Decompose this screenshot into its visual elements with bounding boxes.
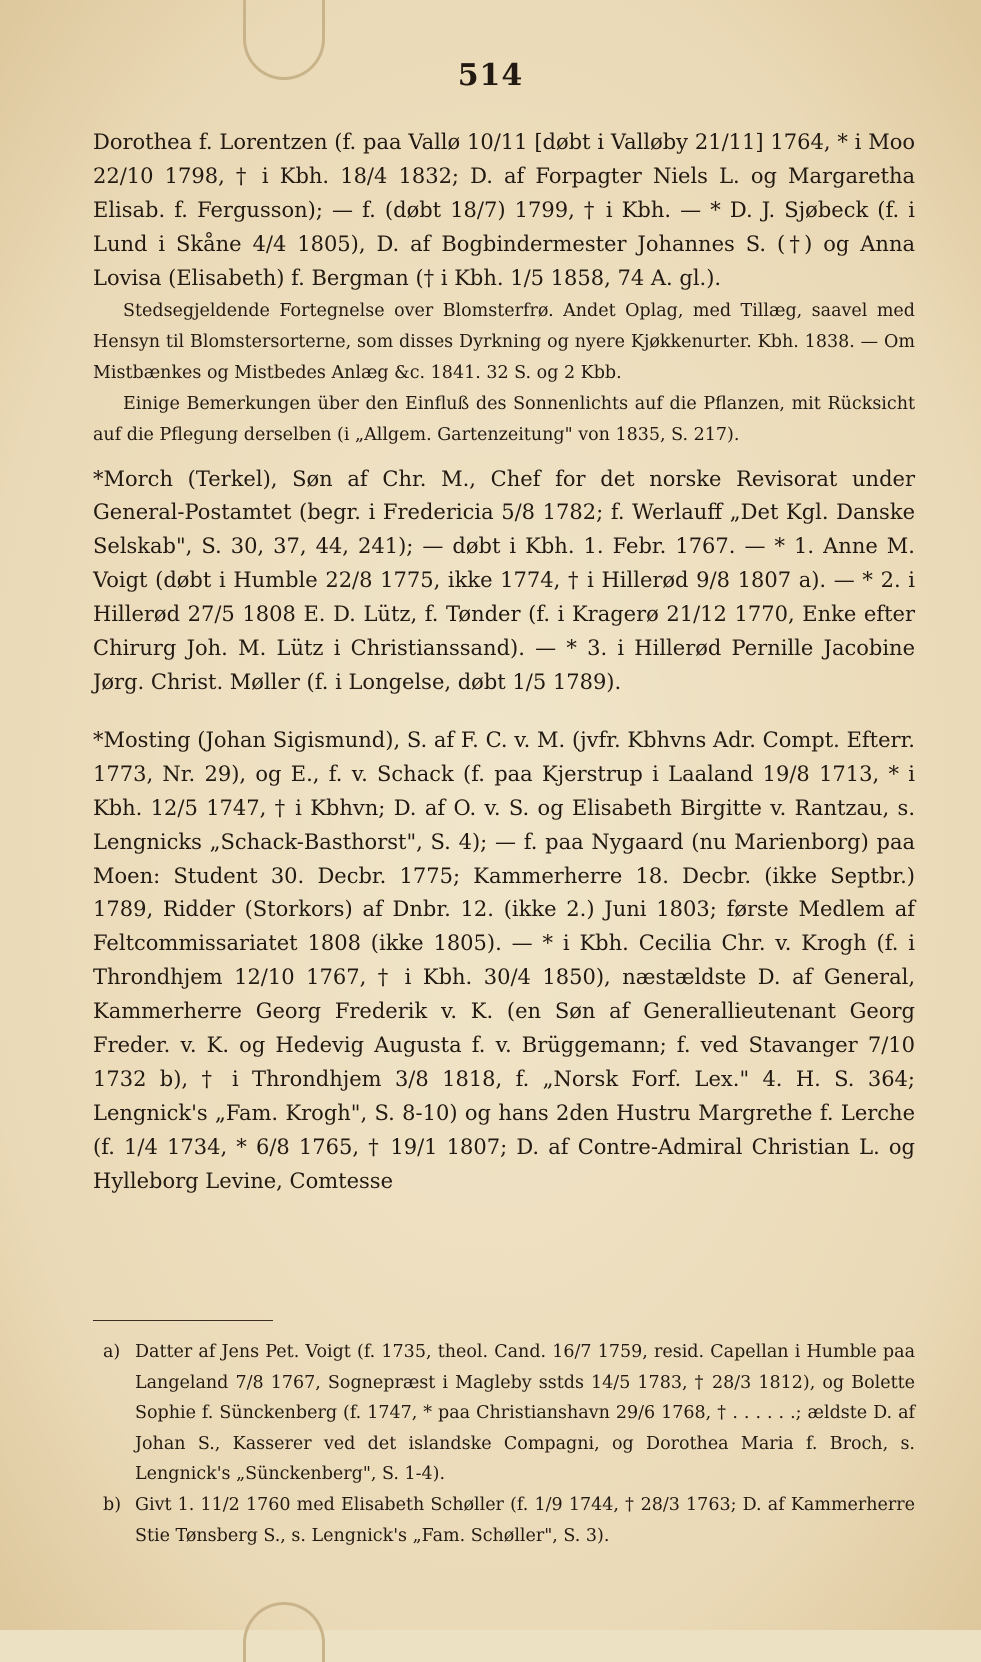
footnote-divider [93, 1320, 273, 1321]
entry-lorentzen: Dorothea f. Lorentzen (f. paa Vallø 10/11 [døbt i Valløby 21/11] 1764, * i Moo 22/10 1798, † i Kbh. 18/4 1832; D. af Forpagter Niels L. og Margaretha Elisab. f. Fergusson); — f. (døbt 18/7) 1799, † i Kbh. — * D. J. Sjøbeck (f. i Lund i Skåne 4/4 1805), D. af Bogbindermester Johannes S. (†) og Anna Lovisa (Elisabeth) f. Bergman († i Kbh. 1/5 1858, 74 A. gl.). [93, 130, 915, 290]
footnote-b [103, 1490, 915, 1551]
footnote-text: Givt 1. 11/2 1760 med Elisabeth Schøller (f. 1/9 1744, † 28/3 1763; D. af Kammerherre Stie Tønsberg S., s. Lengnick's „Fam. Schøller", S. 3). [135, 1494, 915, 1546]
footnote-a [103, 1337, 915, 1490]
bibliography-blomsterfro: Stedsegjeldende Fortegnelse over Blomsterfrø. Andet Oplag, med Tillæg, saavel med Hensyn til Blomstersorterne, som disses Dyrkning og nyere Kjøkkenurter. Kbh. 1838. — Om Mistbænkes og Mistbedes Anlæg &c. 1841. 32 S. og 2 Kbb. [93, 300, 915, 383]
footnote-label: b) [103, 1494, 122, 1515]
entry-mosting: *Mosting (Johan Sigismund), S. af F. C. v. M. (jvfr. Kbhvns Adr. Compt. Efterr. 1773, Nr. 29), og E., f. v. Schack (f. paa Kjerstrup i Laaland 19/8 1713, * i Kbh. 12/5 1747, † i Kbhvn; D. af O. v. S. og Elisabeth Birgitte v. Rantzau, s. Lengnicks „Schack-Basthorst", S. 4); — f. paa Nygaard (nu Marienborg) paa Moen: Student 30. Decbr. 1775; Kammerherre 18. Decbr. (ikke Septbr.) 1789, Ridder (Storkors) af Dnbr. 12. (ikke 2.) Juni 1803; første Medlem af Feltcommissariatet 1808 (ikke 1805). — * i Kbh. Cecilia Chr. v. Krogh (f. i Throndhjem 12/10 1767, † i Kbh. 30/4 1850), næstældste D. af General, Kammerherre Georg Frederik v. K. (en Søn af Generallieutenant Georg Freder. v. K. og Hedevig Augusta f. v. Brüggemann; f. ved Stavanger 7/10 1732 b), † i Throndhjem 3/8 1818, f. „Norsk Forf. Lex." 4. H. S. 364; Lengnick's „Fam. Krogh", S. 8-10) og hans 2den Hustru Margrethe f. Lerche (f. 1/4 1734, * 6/8 1765, † 19/1 1807; D. af Contre-Admiral Christian L. og Hylleborg Levine, Comtesse [93, 727, 915, 1193]
main-text [93, 126, 915, 1199]
bibliography-sonnenlicht: Einige Bemerkungen über den Einfluß des Sonnenlichts auf die Pflanzen, mit Rücksicht auf die Pflegung derselben (i „Allgem. Gartenzeitung" von 1835, S. 217). [93, 393, 915, 445]
footnote-text: Datter af Jens Pet. Voigt (f. 1735, theol. Cand. 16/7 1759, resid. Capellan i Humble paa Langeland 7/8 1767, Sognepræst i Magleby sstds 14/5 1783, † 28/3 1812), og Bolette Sophie f. Sünckenberg (f. 1747, * paa Christianshavn 29/6 1768, † . . . . . .; ældste D. af Johan S., Kasserer ved det islandske Compagni, og Dorothea Maria f. Broch, s. Lengnick's „Sünckenberg", S. 1-4). [135, 1342, 915, 1485]
footnote-label: a) [103, 1342, 121, 1362]
entry-morch: *Morch (Terkel), Søn af Chr. M., Chef for det norske Revisorat under General-Postamtet (begr. i Fredericia 5/8 1782; f. Werlauff „Det Kgl. Danske Selskab", S. 30, 37, 44, 241); — døbt i Kbh. 1. Febr. 1767. — * 1. Anne M. Voigt (døbt i Humble 22/8 1775, ikke 1774, † i Hillerød 9/8 1807 a). — * 2. i Hillerød 27/5 1808 E. D. Lütz, f. Tønder (f. i Kragerø 21/12 1770, Enke efter Chirurg Joh. M. Lütz i Christianssand). — * 3. i Hillerød Pernille Jacobine Jørg. Christ. Møller (f. i Longelse, døbt 1/5 1789). [93, 466, 915, 694]
page-number: 514 [457, 58, 524, 93]
footnotes [103, 1337, 915, 1551]
binding-hole-bottom [243, 1602, 325, 1662]
